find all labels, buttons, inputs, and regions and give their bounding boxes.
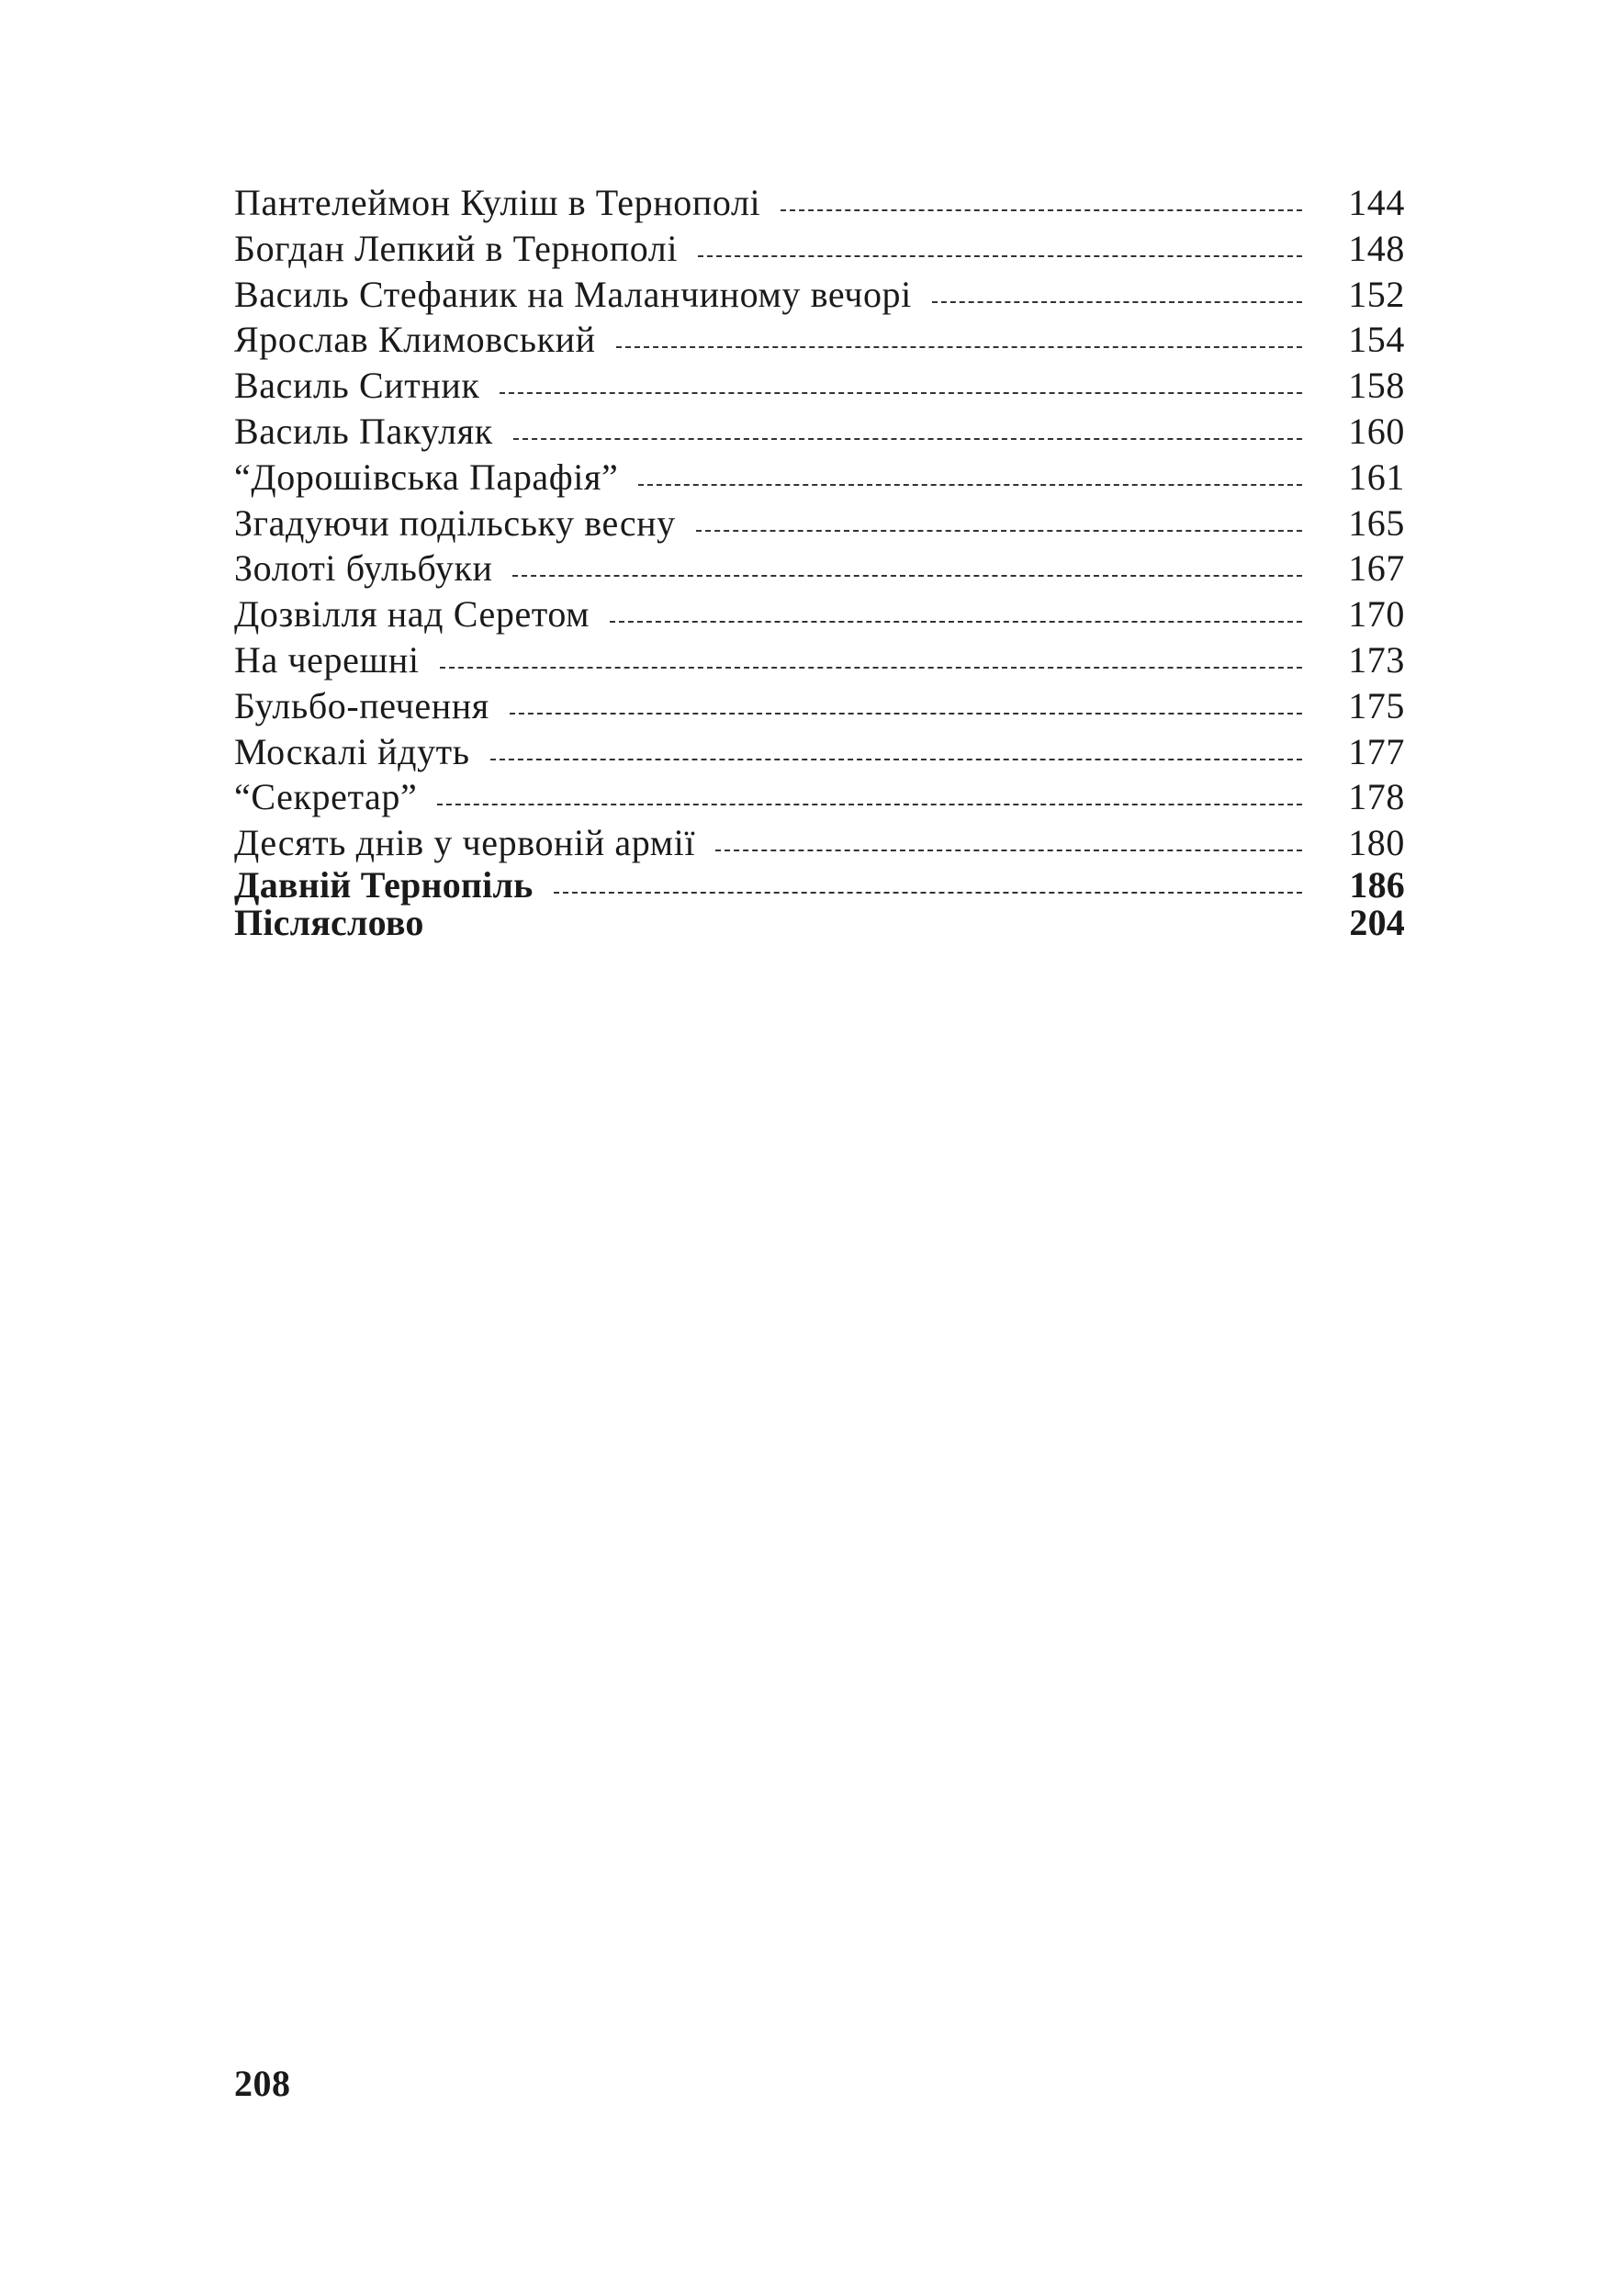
toc-entry-page: 158 <box>1348 365 1405 407</box>
toc-dot-leader <box>932 301 1302 303</box>
toc-dot-leader <box>512 575 1302 577</box>
toc-entry-page: 178 <box>1348 776 1405 818</box>
toc-entry-page: 177 <box>1348 730 1405 772</box>
toc-dot-leader <box>696 530 1302 532</box>
toc-dot-leader <box>616 346 1302 348</box>
toc-dot-leader <box>638 484 1302 486</box>
toc-entry <box>234 774 1405 820</box>
toc-entry <box>234 409 1405 455</box>
toc-entry <box>234 591 1405 637</box>
page-number: 208 <box>234 2063 291 2104</box>
toc-dot-leader <box>554 892 1303 894</box>
toc-entry-title: На черешні <box>234 638 420 681</box>
toc-entry-title: Василь Ситник <box>234 365 480 407</box>
toc-entry-page: 154 <box>1348 319 1405 361</box>
toc-dot-leader <box>513 438 1302 440</box>
toc-entry-page: 160 <box>1348 410 1405 452</box>
toc-dot-leader <box>610 621 1302 623</box>
toc-dot-leader <box>440 667 1302 669</box>
toc-entry-page: 186 <box>1349 863 1405 906</box>
toc-entry-title: “Секретар” <box>234 776 418 818</box>
toc-entry-page: 148 <box>1348 227 1405 269</box>
toc-entry-title: Москалі йдуть <box>234 730 470 772</box>
toc-entry-page: 144 <box>1348 182 1405 223</box>
toc-entry <box>234 363 1405 409</box>
toc-entry <box>234 226 1405 272</box>
toc-entry-title: Післяслово <box>234 901 424 943</box>
toc-dot-leader <box>715 850 1302 851</box>
toc-entry <box>234 901 1405 943</box>
toc-dot-leader <box>781 209 1302 211</box>
toc-entry-page: 167 <box>1348 547 1405 590</box>
toc-entry-page: 180 <box>1348 822 1405 864</box>
toc-entry-title: Василь Стефаник на Маланчиному вечорі <box>234 273 912 315</box>
toc-entry <box>234 637 1405 683</box>
toc-entry-page: 152 <box>1348 273 1405 315</box>
toc-dot-leader <box>437 804 1302 805</box>
toc-dot-leader <box>490 759 1302 760</box>
toc-entry-title: Ярослав Климовський <box>234 319 596 361</box>
toc-entry-page: 161 <box>1348 456 1405 498</box>
toc-entry-title: Десять днів у червоній армії <box>234 822 696 864</box>
toc-entry <box>234 863 1405 906</box>
table-of-contents <box>234 180 1405 941</box>
toc-entry-title: Пантелеймон Куліш в Тернополі <box>234 182 761 223</box>
toc-entry-page: 165 <box>1348 501 1405 544</box>
toc-entry-page: 170 <box>1348 593 1405 636</box>
toc-entry <box>234 455 1405 501</box>
toc-entry-title: Золоті бульбуки <box>234 547 493 590</box>
toc-dot-leader <box>698 255 1302 257</box>
toc-entry-page: 204 <box>1349 901 1405 943</box>
toc-entry-title: Бульбо-печення <box>234 684 489 726</box>
toc-entry-title: Дозвілля над Серетом <box>234 593 590 636</box>
toc-entry <box>234 180 1405 226</box>
toc-dot-leader <box>510 713 1302 715</box>
toc-dot-leader <box>500 392 1302 394</box>
toc-entry-title: Богдан Лепкий в Тернополі <box>234 227 679 269</box>
toc-entry-title: “Дорошівська Парафія” <box>234 456 619 498</box>
toc-entry-title: Згадуючи подільську весну <box>234 501 676 544</box>
toc-entry <box>234 683 1405 729</box>
toc-entry <box>234 317 1405 363</box>
toc-entry <box>234 546 1405 591</box>
toc-entry <box>234 729 1405 775</box>
toc-entry-page: 173 <box>1348 638 1405 681</box>
toc-entry <box>234 272 1405 318</box>
toc-entry-title: Давній Тернопіль <box>234 863 534 906</box>
toc-entry <box>234 501 1405 546</box>
toc-entry-title: Василь Пакуляк <box>234 410 493 452</box>
toc-entry <box>234 820 1405 866</box>
toc-entry-page: 175 <box>1348 684 1405 726</box>
